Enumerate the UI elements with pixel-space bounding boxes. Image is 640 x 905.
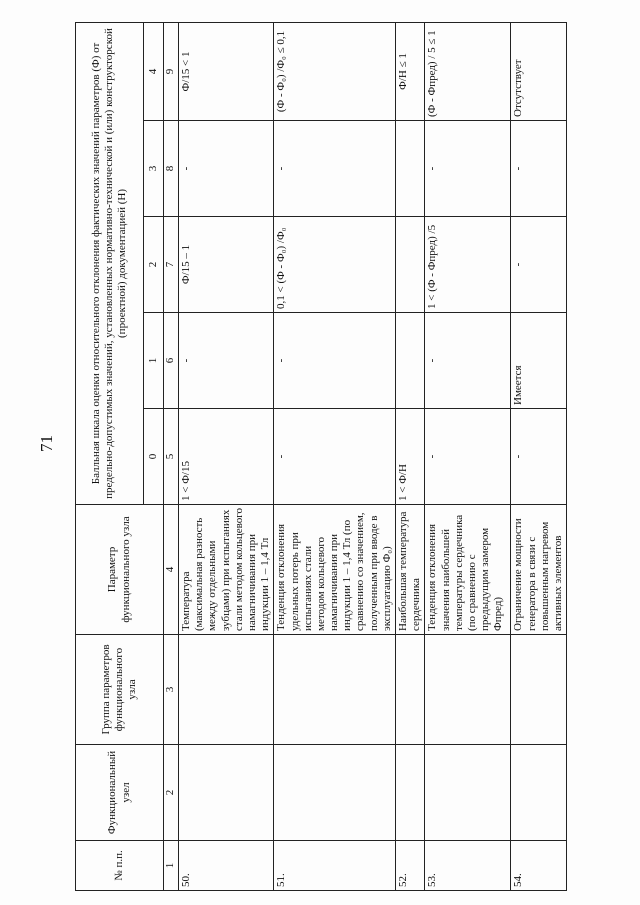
row-unit (396, 745, 425, 841)
row-group (511, 635, 567, 745)
row-score-0: - (274, 409, 396, 505)
table-row (511, 22, 567, 890)
row-parameter: Тенденция отклонения значения наибольшей температуры сердечника (по сравнению с предыдущим замером Фпред) (425, 505, 511, 635)
table-row (425, 22, 511, 890)
row-score-0: - (425, 409, 511, 505)
row-number: 50. (179, 841, 274, 891)
row-score-2: 0,1 < (Ф - Ф₀) /Ф₀ (274, 217, 396, 313)
column-number-6: 6 (164, 313, 179, 409)
row-score-4: Ф/15 < 1 (179, 22, 274, 120)
row-score-2: - (511, 217, 567, 313)
row-score-2: Ф/15 – 1 (179, 217, 274, 313)
row-score-4: Ф/Н ≤ 1 (396, 22, 425, 120)
row-score-1: - (425, 313, 511, 409)
row-score-3: - (425, 121, 511, 217)
score-label-3: 3 (144, 121, 164, 217)
row-score-3: - (511, 121, 567, 217)
row-score-4: (Ф - Фпред) / 5 ≤ 1 (425, 22, 511, 120)
column-number-9: 9 (164, 22, 179, 120)
row-number: 52. (396, 841, 425, 891)
column-number-2: 2 (164, 745, 179, 841)
row-group (179, 635, 274, 745)
row-score-0: - (511, 409, 567, 505)
row-parameter: Температура (максимальная разность между отдельными зубцами) при испытаниях стали методом кольцевого намагничивания при индукции 1 – 1,4 Тл (179, 505, 274, 635)
table-row (274, 22, 396, 890)
header-number: № п.п. (76, 841, 164, 891)
row-score-2 (396, 217, 425, 313)
score-label-0: 0 (144, 409, 164, 505)
row-parameter: Тенденция отклонения удельных потерь при испытаниях стали методом кольцевого намагничивания при индукции 1 – 1,4 Тл (по сравнению со значением, полученным при вводе в эксплуатацию Ф₀) (274, 505, 396, 635)
header-functional-unit: Функциональный узел (76, 745, 164, 841)
column-number-1: 1 (164, 841, 179, 891)
column-number-8: 8 (164, 121, 179, 217)
row-unit (274, 745, 396, 841)
page-number: 71 (37, 435, 56, 452)
row-score-1 (396, 313, 425, 409)
table-row (396, 22, 425, 890)
score-label-1: 1 (144, 313, 164, 409)
row-score-0: 1 < Ф/15 (179, 409, 274, 505)
header-parameter-group: Группа параметров функционального узла (76, 635, 164, 745)
row-group (274, 635, 396, 745)
column-number-4: 4 (164, 505, 179, 635)
score-label-2: 2 (144, 217, 164, 313)
header-parameter: Параметр функционального узла (76, 505, 164, 635)
row-unit (511, 745, 567, 841)
score-label-4: 4 (144, 22, 164, 120)
table-row (179, 22, 274, 890)
row-score-0: 1 < Ф/Н (396, 409, 425, 505)
table-container (75, 23, 564, 891)
assessment-table (75, 22, 567, 891)
header-scale-group: Балльная шкала оценки относительного отклонения фактических значений параметров (Ф) от предельно-допустимых значений, установленных нормативно-технической и (или) конструкторской (проектной) документацией (Н) (76, 22, 144, 504)
row-score-1: Имеется (511, 313, 567, 409)
column-number-3: 3 (164, 635, 179, 745)
row-score-4: Отсутствует (511, 22, 567, 120)
column-number-7: 7 (164, 217, 179, 313)
row-group (425, 635, 511, 745)
row-unit (425, 745, 511, 841)
column-number-5: 5 (164, 409, 179, 505)
row-score-3 (396, 121, 425, 217)
row-unit (179, 745, 274, 841)
row-number: 53. (425, 841, 511, 891)
row-score-2: 1 < (Ф - Фпред) /5 (425, 217, 511, 313)
row-score-1: - (274, 313, 396, 409)
row-score-4: (Ф - Ф₀) /Ф₀ ≤ 0,1 (274, 22, 396, 120)
row-parameter: Наибольшая температура сердечника (396, 505, 425, 635)
row-group (396, 635, 425, 745)
row-score-3: - (274, 121, 396, 217)
row-score-1: - (179, 313, 274, 409)
row-number: 54. (511, 841, 567, 891)
row-number: 51. (274, 841, 396, 891)
row-parameter: Ограничение мощности генератора в связи с повышенным нагревом активных элементов (511, 505, 567, 635)
row-score-3: - (179, 121, 274, 217)
